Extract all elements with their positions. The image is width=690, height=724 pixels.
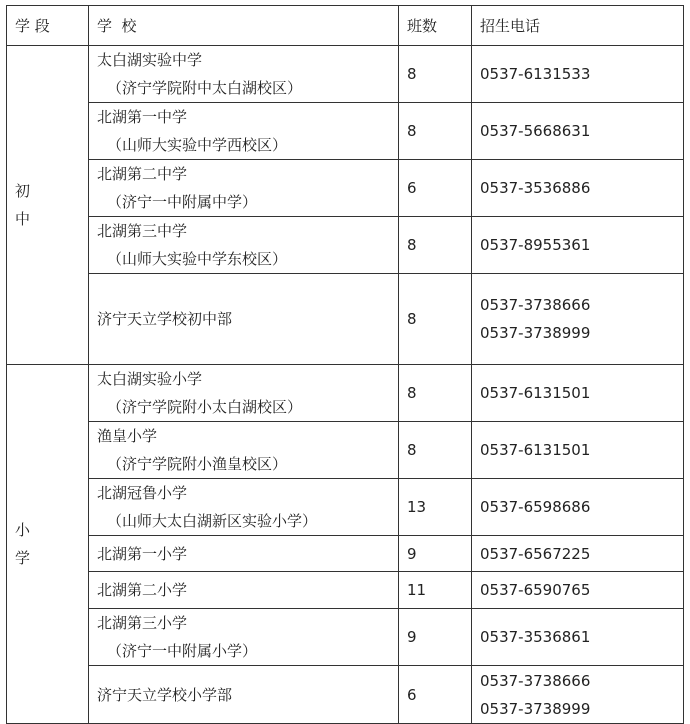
classes-cell: 6 [399,160,472,217]
classes-cell: 8 [399,274,472,365]
table-row [7,365,684,422]
school-name: 太白湖实验中学 [97,51,203,69]
school-cell [89,365,399,422]
school-cell [89,103,399,160]
school-name: 北湖第二中学 [97,165,188,183]
header-classes: 班数 [399,6,472,46]
school-name: 北湖第三小学 [97,614,188,632]
phone-cell [472,160,684,217]
enrollment-table [6,5,684,724]
phone-cell [472,572,684,609]
phone-number: 0537-8955361 [480,236,591,254]
table-row [7,536,684,572]
table-row [7,609,684,666]
phone-cell [472,536,684,572]
phone-number: 0537-6590765 [480,581,591,599]
school-cell [89,609,399,666]
table-row [7,103,684,160]
school-subtitle: （山师大实验中学东校区） [107,250,288,268]
school-subtitle: （济宁一中附属小学） [107,642,258,660]
school-cell [89,46,399,103]
stage-junior [7,46,89,365]
school-subtitle: （山师大太白湖新区实验小学） [107,512,318,530]
phone-number: 0537-3738999 [480,699,591,718]
phone-number: 0537-3738999 [480,324,591,342]
phone-number: 0537-6567225 [480,544,591,563]
stage-char: 初 [15,182,31,200]
phone-number: 0537-3738666 [480,671,591,690]
classes-cell: 8 [399,217,472,274]
school-name: 北湖第一小学 [97,544,188,563]
school-name: 太白湖实验小学 [97,370,203,388]
phone-cell [472,609,684,666]
phone-cell [472,666,684,724]
school-name: 北湖第二小学 [97,581,188,599]
school-cell [89,160,399,217]
school-name: 北湖第一中学 [97,108,188,126]
school-subtitle: （济宁一中附属中学） [107,193,258,211]
classes-cell: 6 [399,666,472,724]
header-stage: 学 段 [7,6,89,46]
school-cell [89,217,399,274]
school-cell [89,572,399,609]
school-subtitle: （济宁学院附小太白湖校区） [107,398,303,416]
classes-cell: 13 [399,479,472,536]
school-cell [89,422,399,479]
table-row [7,217,684,274]
stage-primary [7,365,89,724]
classes-cell: 8 [399,103,472,160]
table-row [7,479,684,536]
school-subtitle: （山师大实验中学西校区） [107,136,288,154]
phone-cell [472,217,684,274]
classes-cell: 8 [399,365,472,422]
header-phone: 招生电话 [472,6,684,46]
classes-cell: 8 [399,422,472,479]
school-name: 济宁天立学校小学部 [97,685,233,704]
school-cell [89,666,399,724]
phone-cell [472,422,684,479]
table-row [7,572,684,609]
table-row [7,274,684,365]
phone-number: 0537-5668631 [480,122,591,140]
phone-number: 0537-3536886 [480,179,591,197]
school-name: 北湖第三中学 [97,222,188,240]
stage-char: 学 [15,549,31,567]
header-row [7,6,684,46]
school-cell [89,274,399,365]
school-name: 渔皇小学 [97,427,158,445]
school-cell [89,536,399,572]
classes-cell: 9 [399,536,472,572]
phone-number: 0537-3536861 [480,628,591,646]
school-subtitle: （济宁学院附中太白湖校区） [107,79,303,97]
phone-cell [472,46,684,103]
school-name: 北湖冠鲁小学 [97,484,188,502]
phone-number: 0537-6131501 [480,384,591,402]
phone-number: 0537-3738666 [480,296,591,314]
phone-cell [472,365,684,422]
table-row [7,666,684,724]
classes-cell: 8 [399,46,472,103]
school-name: 济宁天立学校初中部 [97,310,233,328]
phone-number: 0537-6131501 [480,441,591,459]
stage-char: 中 [15,210,31,228]
classes-cell: 11 [399,572,472,609]
stage-char: 小 [15,521,31,539]
school-cell [89,479,399,536]
phone-number: 0537-6598686 [480,498,591,516]
phone-cell [472,103,684,160]
phone-cell [472,479,684,536]
school-subtitle: （济宁学院附小渔皇校区） [107,455,288,473]
phone-cell [472,274,684,365]
table-row [7,46,684,103]
header-school: 学 校 [89,6,399,46]
table-row [7,422,684,479]
table-row [7,160,684,217]
phone-number: 0537-6131533 [480,65,591,83]
classes-cell: 9 [399,609,472,666]
